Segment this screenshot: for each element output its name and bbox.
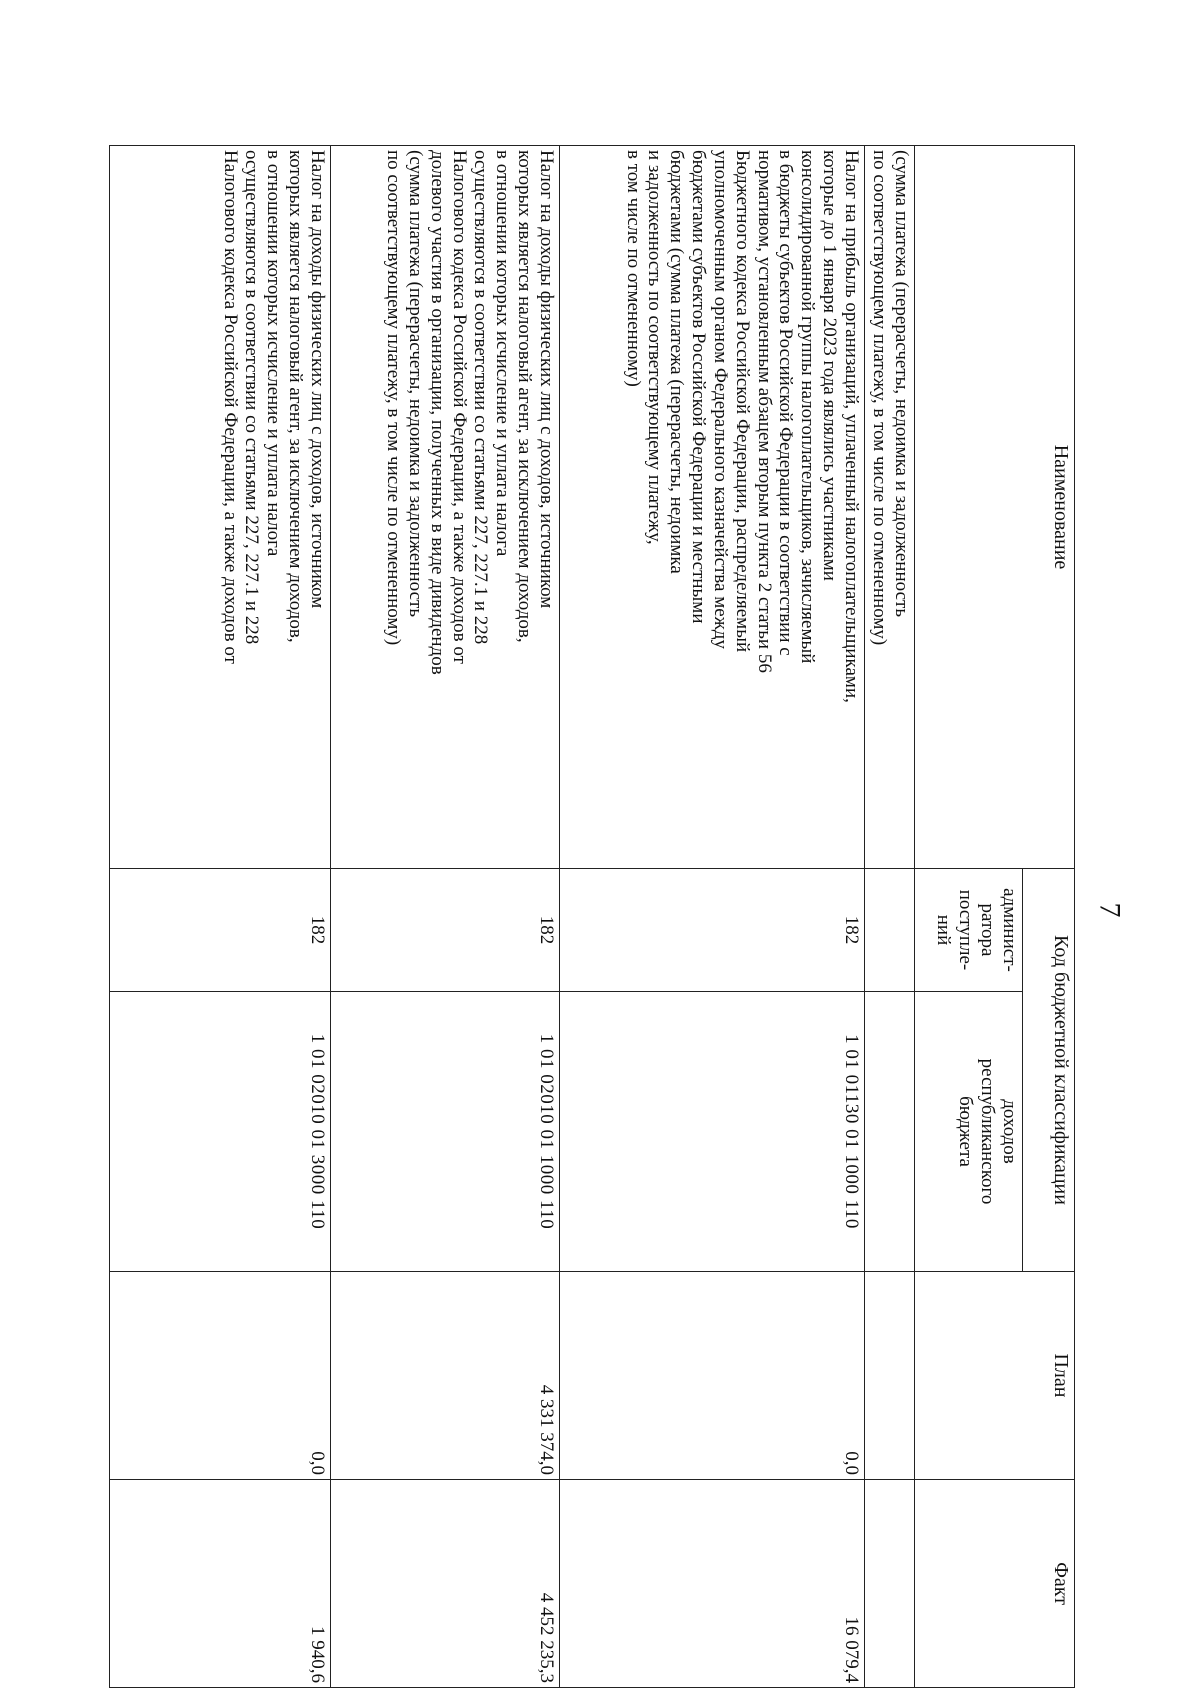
row-admin-code: 182 [560,869,865,992]
header-fact: Факт [915,1480,1075,1688]
header-budget-code: Код бюджетной классификации [1023,869,1075,1272]
row-name: Налог на доходы физических лиц с доходов, источником которых является налоговый агент, за исключением доходов, в отношении которых исчисление и уплата налога осуществляются в соответствии со статьями 227, 227.1 и 228 Налогового кодекса Российской Федерации, а также доходов от [110,146,331,869]
table-row [560,146,865,1688]
row-plan: 0,0 [560,1272,865,1480]
row-name: (сумма платежа (перерасчеты, недоимка и задолженность по соответствующему платежу, в том числе по отмененному) [865,146,915,869]
row-income-code: 1 01 01130 01 1000 110 [560,992,865,1272]
table-row [110,146,331,1688]
header-name: Наименование [915,146,1075,869]
row-name: Налог на доходы физических лиц с доходов, источником которых является налоговый агент, за исключением доходов, в отношении которых исчисление и уплата налога осуществляются в соответствии со статьями 227, 227.1 и 228 Налогового кодекса Российской Федерации, а также доходов от долевого участия в организации, полученных в виде дивидендов (сумма платежа (перерасчеты, недоимка и задолженность по соответствующему платежу, в том числе по отмененному) [331,146,560,869]
header-admin: админист- ратора поступле- ний [915,869,1023,992]
row-name: Налог на прибыль организаций, уплаченный налогоплательщиками, которые до 1 января 2023 года являлись участниками консолидированной группы налогоплательщиков, зачисляемый в бюджеты субъектов Российской Федерации в соответствии с нормативом, установленным абзацем вторым пункта 2 статьи 56 Бюджетного кодекса Российской Федерации, распределяемый уполномоченным органом Федерального казначейства между бюджетами субъектов Российской Федерации и местными бюджетами (сумма платежа (перерасчеты, недоимка и задолженность по соответствующему платежу, в том числе по отмененному) [560,146,865,869]
row-fact: 1 940,6 [110,1480,331,1688]
row-fact [865,1480,915,1688]
row-income-code: 1 01 02010 01 3000 110 [110,992,331,1272]
row-admin-code: 182 [110,869,331,992]
row-plan: 4 331 374,0 [331,1272,560,1480]
row-income-code [865,992,915,1272]
header-income: доходов республиканского бюджета [915,992,1023,1272]
row-plan: 0,0 [110,1272,331,1480]
header-plan: План [915,1272,1075,1480]
row-income-code: 1 01 02010 01 1000 110 [331,992,560,1272]
rotated-table-wrapper [110,145,1075,1687]
page-number: 7 [1093,902,1127,918]
table-row [331,146,560,1688]
row-fact: 16 079,4 [560,1480,865,1688]
row-plan [865,1272,915,1480]
row-admin-code [865,869,915,992]
row-fact: 4 452 235,3 [331,1480,560,1688]
table-row [865,146,915,1688]
row-admin-code: 182 [331,869,560,992]
budget-table [109,145,1075,1688]
